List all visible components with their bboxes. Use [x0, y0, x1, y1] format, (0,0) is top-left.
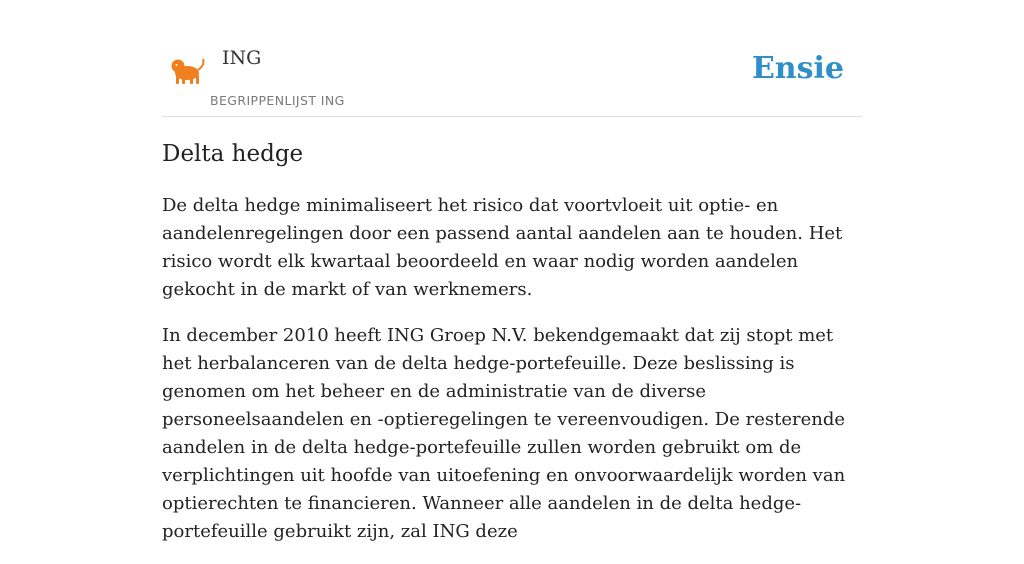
header	[162, 0, 862, 117]
article-body	[162, 192, 862, 564]
paragraph: In december 2010 heeft ING Groep N.V. bekendgemaakt dat zij stopt met het herbalanceren van de delta hedge-portefeuille. Deze beslissing is genomen om het beheer en de administratie van de diverse personeelsaandelen en -optieregelingen te vereenvoudigen. De resterende aandelen in de delta hedge-portefeuille zullen worden gebruikt om de verplichtingen uit hoofde van uitoefening en onvoorwaardelijk worden van optierechten te financieren. Wanneer alle aandelen in de delta hedge-portefeuille gebruikt zijn, zal ING deze	[162, 325, 846, 542]
glossary-subtitle[interactable]: BEGRIPPENLIJST ING	[210, 93, 345, 108]
page-title: Delta hedge	[162, 141, 304, 167]
brand-logo[interactable]: Ensie	[751, 51, 844, 86]
paragraph: De delta hedge minimaliseert het risico dat voortvloeit uit optie- en aandelenregelingen door een passend aantal aandelen aan te houden. Het risico wordt elk kwartaal beoordeeld en waar nodig worden aandelen gekocht in de markt of van werknemers.	[162, 195, 843, 300]
org-name[interactable]: ING	[222, 47, 262, 69]
lion-icon[interactable]	[166, 55, 206, 85]
